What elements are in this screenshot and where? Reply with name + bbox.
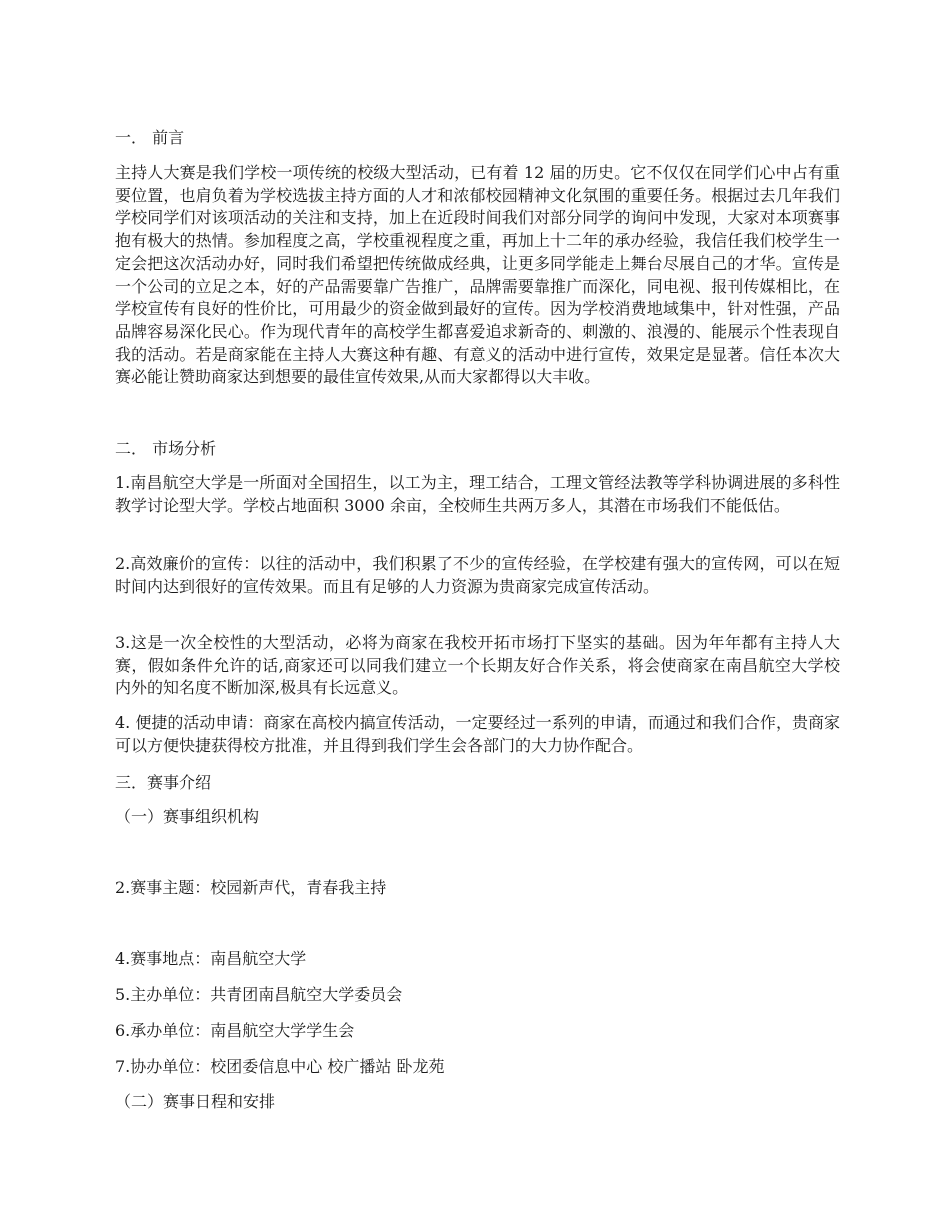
market-analysis-point-3: 3.这是一次全校性的大型活动，必将为商家在我校开拓市场打下坚实的基础。因为年年都有主持人大赛，假如条件允许的话,商家还可以同我们建立一个长期友好合作关系，将会使商家在南昌航空大学校内外的知名度不断加深,极具有长远意义。	[115, 633, 840, 698]
section-heading-preface: 一． 前言	[115, 128, 185, 147]
preface-paragraph: 主持人大赛是我们学校一项传统的校级大型活动，已有着 12 届的历史。它不仅仅在同学们心中占有重要位置，也肩负着为学校选拔主持方面的人才和浓郁校园精神文化氛围的重要任务。根据过去几年我们学校同学们对该项活动的关注和支持，加上在近段时间我们对部分同学的询问中发现，大家对本项赛事抱有极大的热情。参加程度之高，学校重视程度之重，再加上十二年的承办经验，我信任我们校学生一定会把这次活动办好，同时我们希望把传统做成经典，让更多同学能走上舞台尽展自己的才华。宣传是一个公司的立足之本，好的产品需要靠广告推广，品牌需要靠推广而深化，同电视、报刊传媒相比，在学校宣传有良好的性价比，可用最少的资金做到最好的宣传。因为学校消费地域集中，针对性强，产品品牌容易深化民心。作为现代青年的高校学生都喜爱追求新奇的、刺激的、浪漫的、能展示个性表现自我的活动。若是商家能在主持人大赛这种有趣、有意义的活动中进行宣传，效果定是显著。信任本次大赛必能让赞助商家达到想要的最佳宣传效果,从而大家都得以大丰收。	[115, 163, 840, 387]
event-host-item: 5.主办单位：共青团南昌航空大学委员会	[115, 985, 403, 1004]
event-organizer-item: 6.承办单位：南昌航空大学学生会	[115, 1021, 355, 1040]
market-analysis-point-4: 4. 便捷的活动申请：商家在高校内搞宣传活动，一定要经过一系列的申请，而通过和我们合作，贵商家可以方便快捷获得校方批准，并且得到我们学生会各部门的大力协作配合。	[115, 713, 840, 755]
event-co-organizer-item: 7.协办单位：校团委信息中心 校广播站 卧龙苑	[115, 1057, 445, 1076]
subheading-schedule: （二）赛事日程和安排	[115, 1092, 276, 1111]
market-analysis-point-2: 2.高效廉价的宣传：以往的活动中，我们积累了不少的宣传经验，在学校建有强大的宣传网，可以在短时间内达到很好的宣传效果。而且有足够的人力资源为贵商家完成宣传活动。	[115, 554, 840, 596]
section-heading-market-analysis: 二． 市场分析	[115, 439, 217, 458]
event-theme-item: 2.赛事主题：校园新声代，青春我主持	[115, 878, 387, 897]
market-analysis-point-1: 1.南昌航空大学是一所面对全国招生，以工为主，理工结合，工理文管经法教等学科协调进展的多科性教学讨论型大学。学校占地面积 3000 余亩，全校师生共两万多人，其潜在市场我们不能低估。	[115, 473, 840, 515]
section-heading-event-intro: 三．赛事介绍	[115, 773, 212, 792]
subheading-organization: （一）赛事组织机构	[115, 807, 260, 826]
event-venue-item: 4.赛事地点：南昌航空大学	[115, 949, 307, 968]
